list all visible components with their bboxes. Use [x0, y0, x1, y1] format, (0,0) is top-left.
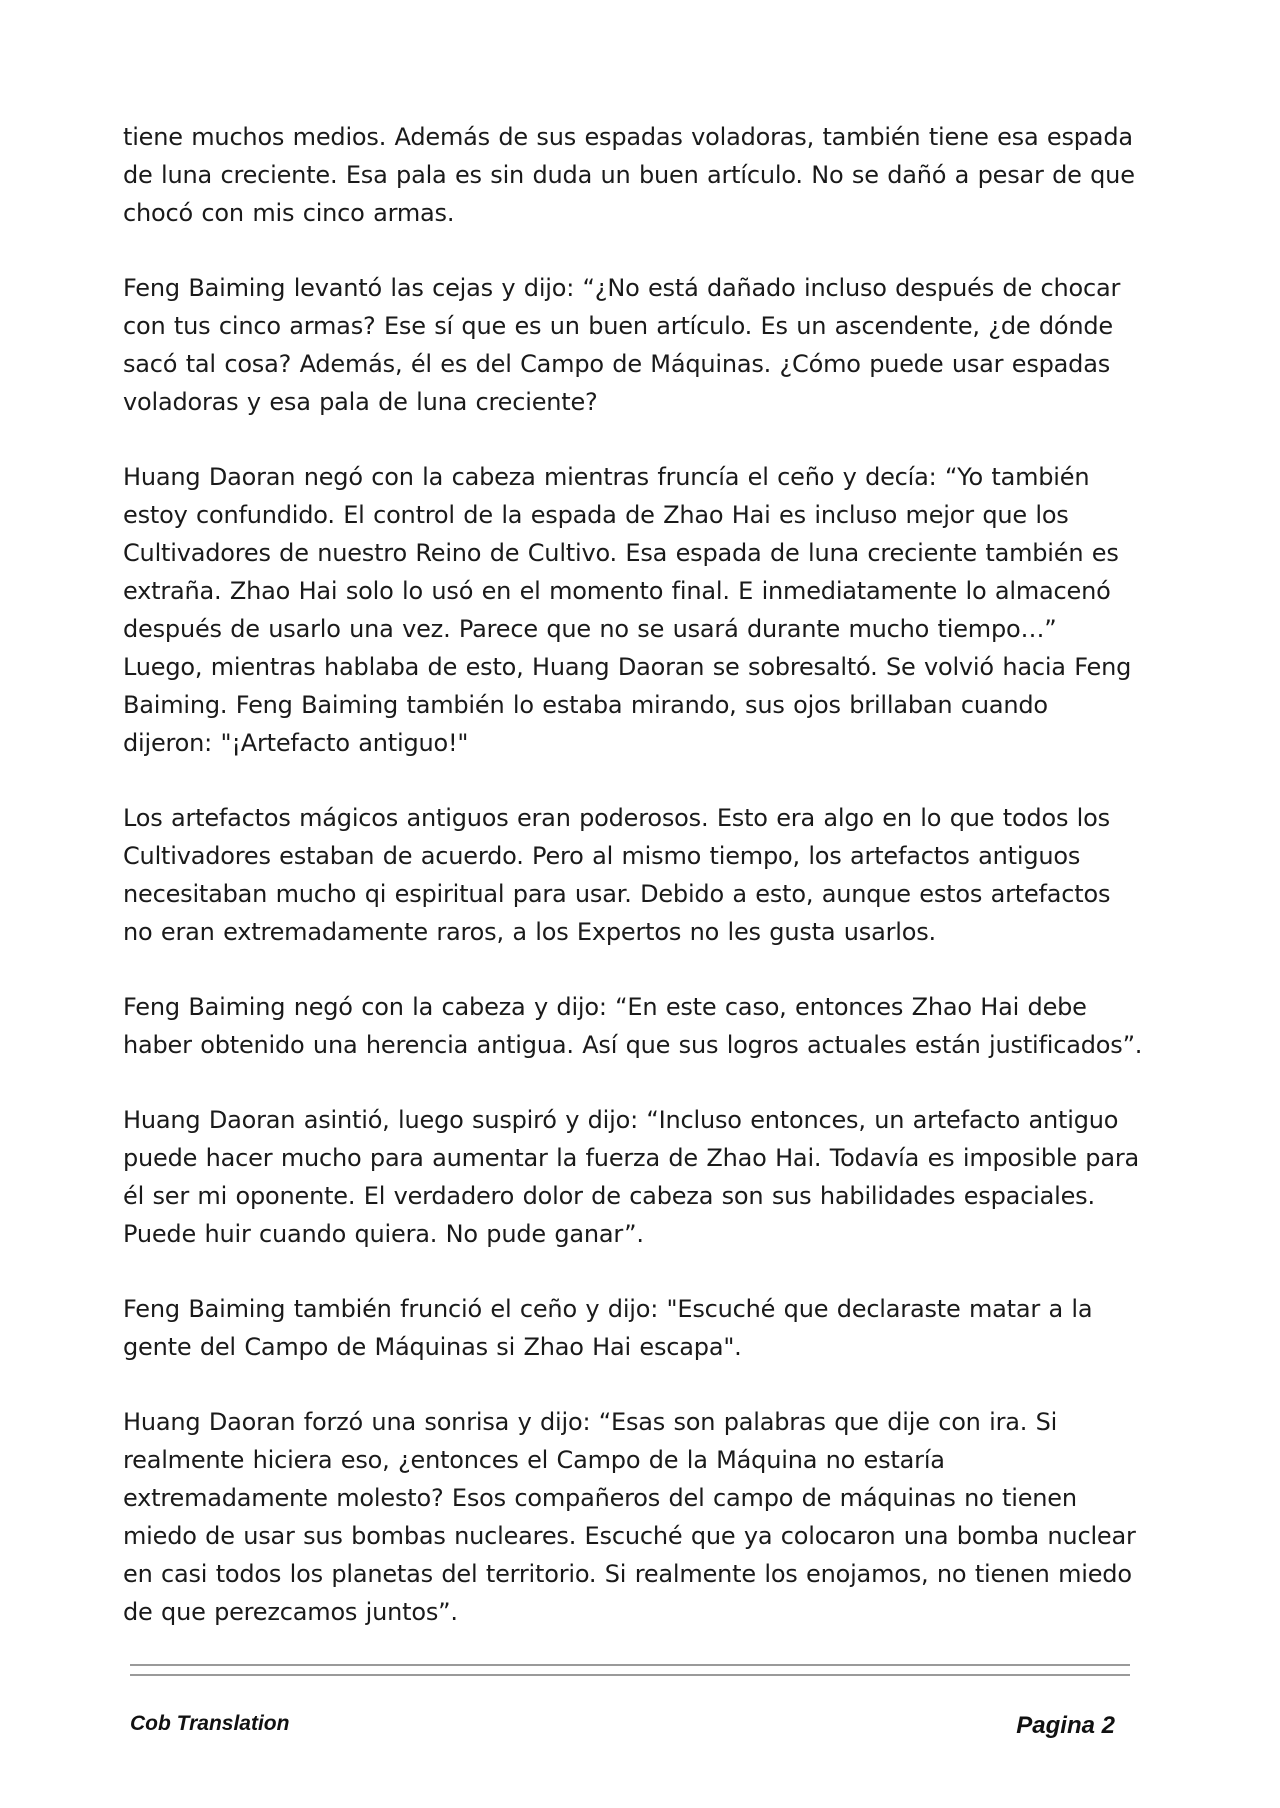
- paragraph: Los artefactos mágicos antiguos eran poderosos. Esto era algo en lo que todos los Cultivadores estaban de acuerdo. Pero al mismo tiempo, los artefactos antiguos necesitaban mucho qi espiritual para usar. Debido a esto, aunque estos artefactos no eran extremadamente raros, a los Expertos no les gusta usarlos.: [123, 804, 1111, 946]
- footer-page-number: Pagina 2: [1016, 1712, 1115, 1739]
- footer-translator-name: Cob Translation: [130, 1712, 290, 1735]
- paragraph: Feng Baiming también frunció el ceño y dijo: "Escuché que declaraste matar a la gente del Campo de Máquinas si Zhao Hai escapa".: [123, 1295, 1093, 1361]
- paragraph: Huang Daoran forzó una sonrisa y dijo: “Esas son palabras que dije con ira. Si realmente hiciera eso, ¿entonces el Campo de la Máquina no estaría extremadamente molesto? Esos compañeros del campo de máquinas no tienen miedo de usar sus bombas nucleares. Escuché que ya colocaron una bomba nuclear en casi todos los planetas del territorio. Si realmente los enojamos, no tienen miedo de que perezcamos juntos”.: [123, 1408, 1136, 1626]
- body-text: [123, 118, 1143, 1668]
- footer-divider-top: [130, 1664, 1130, 1666]
- paragraph: Huang Daoran negó con la cabeza mientras fruncía el ceño y decía: “Yo también estoy confundido. El control de la espada de Zhao Hai es incluso mejor que los Cultivadores de nuestro Reino de Cultivo. Esa espada de luna creciente también es extraña. Zhao Hai solo lo usó en el momento final. E inmediatamente lo almacenó después de usarlo una vez. Parece que no se usará durante mucho tiempo…” Luego, mientras hablaba de esto, Huang Daoran se sobresaltó. Se volvió hacia Feng Baiming. Feng Baiming también lo estaba mirando, sus ojos brillaban cuando dijeron: "¡Artefacto antiguo!": [123, 463, 1132, 757]
- paragraph: Huang Daoran asintió, luego suspiró y dijo: “Incluso entonces, un artefacto antiguo puede hacer mucho para aumentar la fuerza de Zhao Hai. Todavía es imposible para él ser mi oponente. El verdadero dolor de cabeza son sus habilidades espaciales. Puede huir cuando quiera. No pude ganar”.: [123, 1106, 1140, 1248]
- paragraph: Feng Baiming levantó las cejas y dijo: “¿No está dañado incluso después de chocar con tus cinco armas? Ese sí que es un buen artículo. Es un ascendente, ¿de dónde sacó tal cosa? Además, él es del Campo de Máquinas. ¿Cómo puede usar espadas voladoras y esa pala de luna creciente?: [123, 274, 1121, 416]
- footer-divider-bottom: [130, 1674, 1130, 1676]
- paragraph: tiene muchos medios. Además de sus espadas voladoras, también tiene esa espada de luna creciente. Esa pala es sin duda un buen artículo. No se dañó a pesar de que chocó con mis cinco armas.: [123, 123, 1135, 227]
- paragraph: Feng Baiming negó con la cabeza y dijo: “En este caso, entonces Zhao Hai debe haber obtenido una herencia antigua. Así que sus logros actuales están justificados”.: [123, 993, 1143, 1059]
